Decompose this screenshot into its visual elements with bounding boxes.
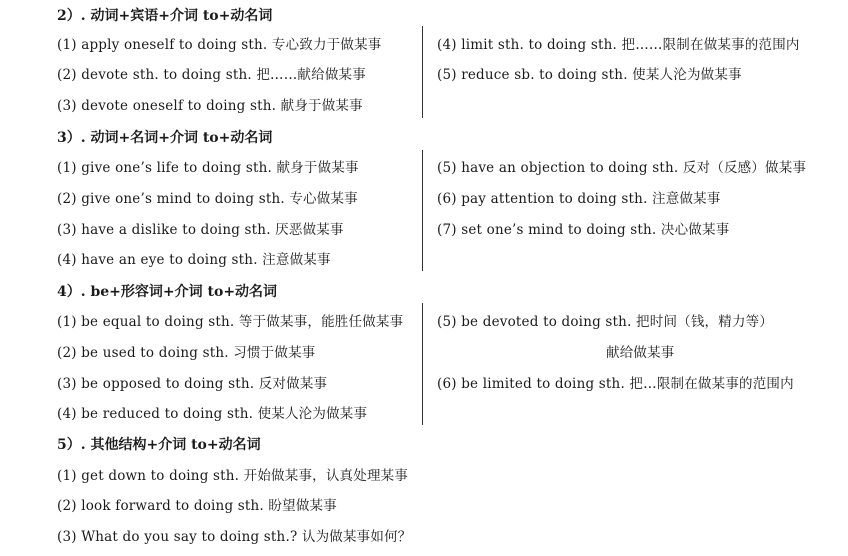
- column-divider: [422, 303, 423, 425]
- phrase-item: (2) look forward to doing sth. 盼望做某事: [57, 498, 337, 514]
- phrase-item: (2) devote sth. to doing sth. 把……献给做某事: [57, 67, 366, 83]
- column-divider: [422, 150, 423, 271]
- phrase-item: (3) have a dislike to doing sth. 厌恶做某事: [57, 222, 344, 238]
- phrase-item: (5) be devoted to doing sth. 把时间（钱，精力等）: [437, 314, 774, 330]
- phrase-item: (1) be equal to doing sth. 等于做某事，能胜任做某事: [57, 314, 404, 330]
- phrase-item-continuation: 献给做某事: [606, 345, 675, 361]
- phrase-item: (5) have an objection to doing sth. 反对（反感）做某事: [437, 160, 807, 176]
- section-heading-4: 4）. be+形容词+介词 to+动名词: [57, 284, 278, 300]
- phrase-item: (5) reduce sb. to doing sth. 使某人沦为做某事: [437, 67, 742, 83]
- phrase-item: (4) be reduced to doing sth. 使某人沦为做某事: [57, 406, 368, 422]
- phrase-item: (1) give one’s life to doing sth. 献身于做某事: [57, 160, 359, 176]
- section-heading-5: 5）. 其他结构+介词 to+动名词: [57, 437, 261, 453]
- phrase-item: (2) be used to doing sth. 习惯于做某事: [57, 345, 316, 361]
- phrase-item: (6) be limited to doing sth. 把…限制在做某事的范围内: [437, 376, 794, 392]
- column-divider: [422, 26, 423, 118]
- phrase-item: (1) apply oneself to doing sth. 专心致力于做某事: [57, 37, 382, 53]
- phrase-item: (6) pay attention to doing sth. 注意做某事: [437, 191, 721, 207]
- phrase-item: (4) have an eye to doing sth. 注意做某事: [57, 252, 331, 268]
- phrase-item: (4) limit sth. to doing sth. 把……限制在做某事的范围内: [437, 37, 800, 53]
- section-heading-2: 2）. 动词+宾语+介词 to+动名词: [57, 8, 273, 24]
- section-heading-3: 3）. 动词+名词+介词 to+动名词: [57, 130, 273, 146]
- phrase-item: (3) be opposed to doing sth. 反对做某事: [57, 376, 328, 392]
- phrase-item: (1) get down to doing sth. 开始做某事，认真处理某事: [57, 468, 409, 484]
- phrase-item: (7) set one’s mind to doing sth. 决心做某事: [437, 222, 730, 238]
- phrase-item: (3) What do you say to doing sth.? 认为做某事如何？: [57, 529, 412, 545]
- phrase-item: (3) devote oneself to doing sth. 献身于做某事: [57, 98, 363, 114]
- phrase-item: (2) give one’s mind to doing sth. 专心做某事: [57, 191, 358, 207]
